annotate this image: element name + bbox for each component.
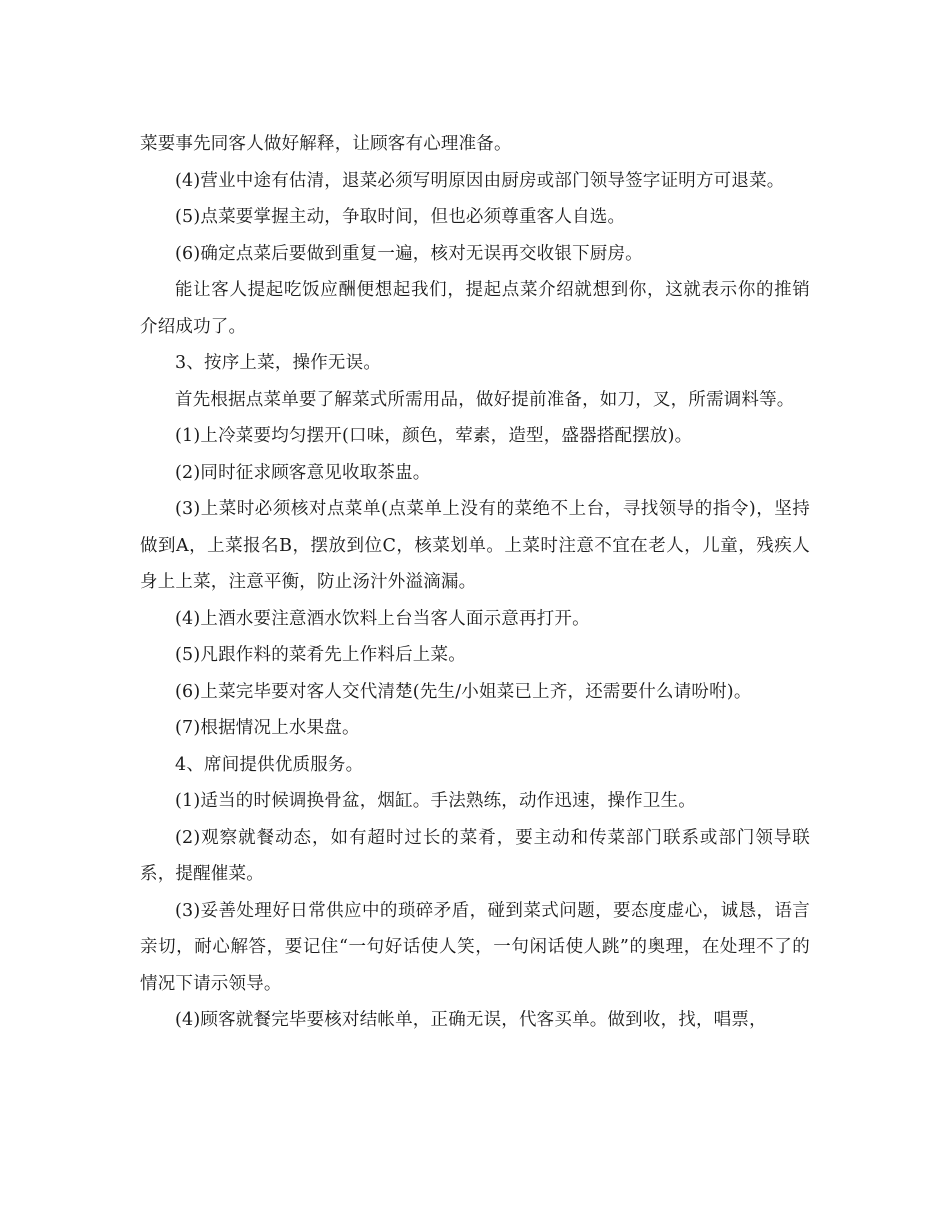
paragraph-12: (5)凡跟作料的菜肴先上作料后上菜。 — [175, 645, 466, 665]
section-heading-3: 3、按序上菜，操作无误。 — [175, 353, 382, 373]
paragraph-2: (4)营业中途有估清，退菜必须写明原因由厨房或部门领导签字证明方可退菜。 — [175, 170, 785, 191]
paragraph-16: (1)适当的时候调换骨盆，烟缸。手法熟练，动作迅速，操作卫生。 — [175, 791, 696, 811]
paragraph-1: 菜要事先同客人做好解释，让顾客有心理准备。 — [140, 134, 512, 154]
paragraph-9: (2)同时征求顾客意见收取茶盅。 — [175, 462, 431, 483]
paragraph-3: (5)点菜要掌握主动，争取时间，但也必须尊重客人自选。 — [175, 207, 626, 227]
paragraph-7: 首先根据点菜单要了解菜式所需用品，做好提前准备，如刀，叉，所需调料等。 — [175, 389, 795, 410]
paragraph-11: (4)上酒水要注意酒水饮料上台当客人面示意再打开。 — [175, 608, 590, 629]
paragraph-19: (4)顾客就餐完毕要核对结帐单，正确无误，代客买单。做到收，找，唱票， — [175, 1010, 767, 1030]
section-heading-4: 4、席间提供优质服务。 — [175, 754, 364, 775]
paragraph-8: (1)上冷菜要均匀摆开(口味，颜色，荤素，造型，盛器搭配摆放)。 — [175, 426, 693, 446]
paragraph-14: (7)根据情况上水果盘。 — [175, 718, 360, 738]
paragraph-4: (6)确定点菜后要做到重复一遍，核对无误再交收银下厨房。 — [175, 243, 643, 264]
paragraph-10: (3)上菜时必须核对点菜单(点菜单上没有的菜绝不上台，寻找领导的指令)，坚持做到A，上菜报名B，摆放到位C，核菜划单。上菜时注意不宜在老人，儿童，残疾人身上上菜，注意平衡，防止汤汁外溢滴漏。 — [140, 499, 810, 592]
paragraph-17: (2)观察就餐动态，如有超时过长的菜肴，要主动和传菜部门联系或部门领导联系，提醒催菜。 — [140, 827, 810, 884]
document-body — [140, 126, 810, 1039]
paragraph-18: (3)妥善处理好日常供应中的琐碎矛盾，碰到菜式问题，要态度虚心，诚恳，语言亲切，耐心解答，要记住“一句好话使人笑，一句闲话使人跳”的奥理，在处理不了的情况下请示领导。 — [140, 900, 810, 994]
paragraph-5: 能让客人提起吃饭应酬便想起我们，提起点菜介绍就想到你，这就表示你的推销介绍成功了。 — [140, 280, 810, 337]
paragraph-13: (6)上菜完毕要对客人交代清楚(先生/小姐菜已上齐，还需要什么请吩咐)。 — [175, 681, 752, 702]
